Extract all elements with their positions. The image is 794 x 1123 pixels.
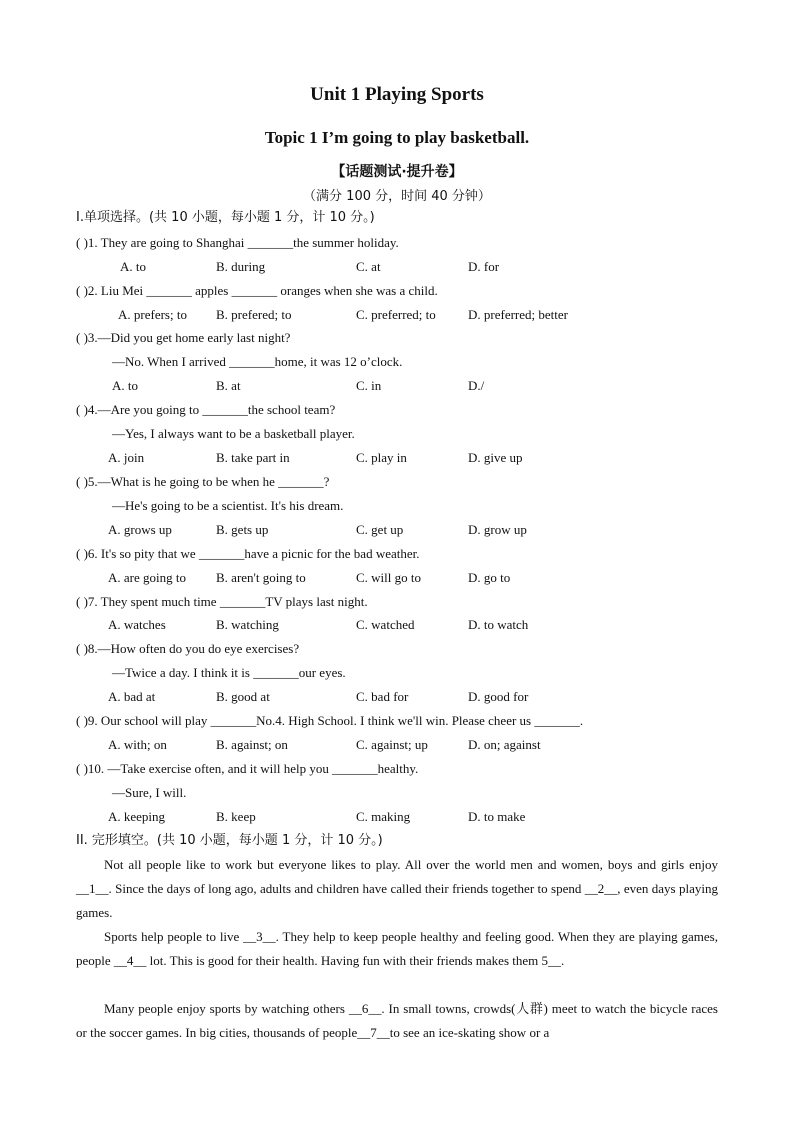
question-4-stem: ( )4.—Are you going to _______the school team?	[76, 402, 336, 417]
question-10-option-d: D. to make	[468, 809, 526, 824]
question-6-option-c: C. will go to	[356, 570, 422, 585]
question-7-option-d: D. to watch	[468, 617, 529, 632]
question-2-option-b: B. prefered; to	[216, 307, 292, 322]
topic-subtitle: Topic 1 I’m going to play basketball.	[264, 128, 530, 147]
passage-paragraph-2: Sports help people to live __3__. They help to keep people healthy and feeling good. When they are playing games, people __4__ lot. This is good for their health. Having fun with their friends makes them 5__.	[76, 929, 718, 968]
question-4-option-c: C. play in	[356, 450, 407, 465]
question-1-option-c: C. at	[356, 259, 381, 274]
question-6-option-d: D. go to	[468, 570, 511, 585]
question-1-option-b: B. during	[216, 259, 266, 274]
question-3-reply: —No. When I arrived _______home, it was 12 o’clock.	[112, 354, 403, 369]
question-6-option-a: A. are going to	[108, 570, 186, 585]
question-3-option-d: D./	[468, 378, 485, 393]
question-7-option-b: B. watching	[216, 617, 279, 632]
question-4-option-b: B. take part in	[216, 450, 290, 465]
passage-paragraph-3: Many people enjoy sports by watching others __6__. In small towns, crowds(人群) meet to watch the bicycle races or the soccer games. In big cities, thousands of people__7__to see an ice-skating show or a	[76, 1001, 718, 1040]
question-9-option-d: D. on; against	[468, 737, 541, 752]
score-time-note: （满分 100 分，时间 40 分钟）	[303, 189, 491, 204]
question-4-option-d: D. give up	[468, 450, 523, 465]
question-9-option-c: C. against; up	[356, 737, 428, 752]
question-3-stem: ( )3.—Did you get home early last night?	[76, 330, 291, 345]
question-3-option-b: B. at	[216, 378, 241, 393]
question-4-reply: —Yes, I always want to be a basketball player.	[112, 426, 355, 441]
question-2-option-d: D. preferred; better	[468, 307, 568, 322]
question-10-option-a: A. keeping	[108, 809, 166, 824]
test-tag: 【话题测试·提升卷】	[331, 164, 463, 180]
question-1-option-a: A. to	[120, 259, 146, 274]
question-7-option-a: A. watches	[108, 617, 166, 632]
question-6-option-b: B. aren't going to	[216, 570, 306, 585]
question-5-option-c: C. get up	[356, 522, 404, 537]
question-9-stem: ( )9. Our school will play _______No.4. High School. I think we'll win. Please cheer us _______.	[76, 713, 584, 728]
question-7-stem: ( )7. They spent much time _______TV plays last night.	[76, 594, 368, 609]
question-2-option-c: C. preferred; to	[356, 307, 436, 322]
question-8-option-b: B. good at	[216, 689, 270, 704]
question-10-reply: —Sure, I will.	[112, 785, 187, 800]
question-10-option-c: C. making	[356, 809, 411, 824]
question-2-stem: ( )2. Liu Mei _______ apples _______ oranges when she was a child.	[76, 283, 438, 298]
question-10-option-b: B. keep	[216, 809, 256, 824]
page-title: Unit 1 Playing Sports	[310, 84, 484, 105]
question-3-option-a: A. to	[112, 378, 138, 393]
question-8-option-a: A. bad at	[108, 689, 156, 704]
question-8-stem: ( )8.—How often do you do eye exercises?	[76, 641, 300, 656]
question-4-option-a: A. join	[108, 450, 145, 465]
question-9-option-b: B. against; on	[216, 737, 288, 752]
question-5-option-a: A. grows up	[108, 522, 172, 537]
question-8-option-d: D. good for	[468, 689, 529, 704]
question-3-option-c: C. in	[356, 378, 382, 393]
question-5-option-d: D. grow up	[468, 522, 527, 537]
question-1-stem: ( )1. They are going to Shanghai _______the summer holiday.	[76, 235, 399, 250]
question-7-option-c: C. watched	[356, 617, 415, 632]
question-8-reply: —Twice a day. I think it is _______our eyes.	[112, 665, 346, 680]
question-1-option-d: D. for	[468, 259, 500, 274]
section-1-heading: I.单项选择。(共 10 小题，每小题 1 分，计 10 分。)	[76, 210, 375, 225]
question-5-reply: —He's going to be a scientist. It's his dream.	[112, 498, 344, 513]
question-9-option-a: A. with; on	[108, 737, 167, 752]
question-5-option-b: B. gets up	[216, 522, 269, 537]
question-2-option-a: A. prefers; to	[118, 307, 187, 322]
passage-paragraph-1: Not all people like to work but everyone likes to play. All over the world men and women, boys and girls enjoy __1__. Since the days of long ago, adults and children have called their friends together to spend __2__, even days playing games.	[76, 857, 718, 920]
question-10-stem: ( )10. —Take exercise often, and it will help you _______healthy.	[76, 761, 419, 776]
section-2-heading: II. 完形填空。(共 10 小题，每小题 1 分，计 10 分。)	[76, 833, 383, 848]
question-5-stem: ( )5.—What is he going to be when he _______?	[76, 474, 330, 489]
question-6-stem: ( )6. It's so pity that we _______have a picnic for the bad weather.	[76, 546, 420, 561]
question-8-option-c: C. bad for	[356, 689, 409, 704]
